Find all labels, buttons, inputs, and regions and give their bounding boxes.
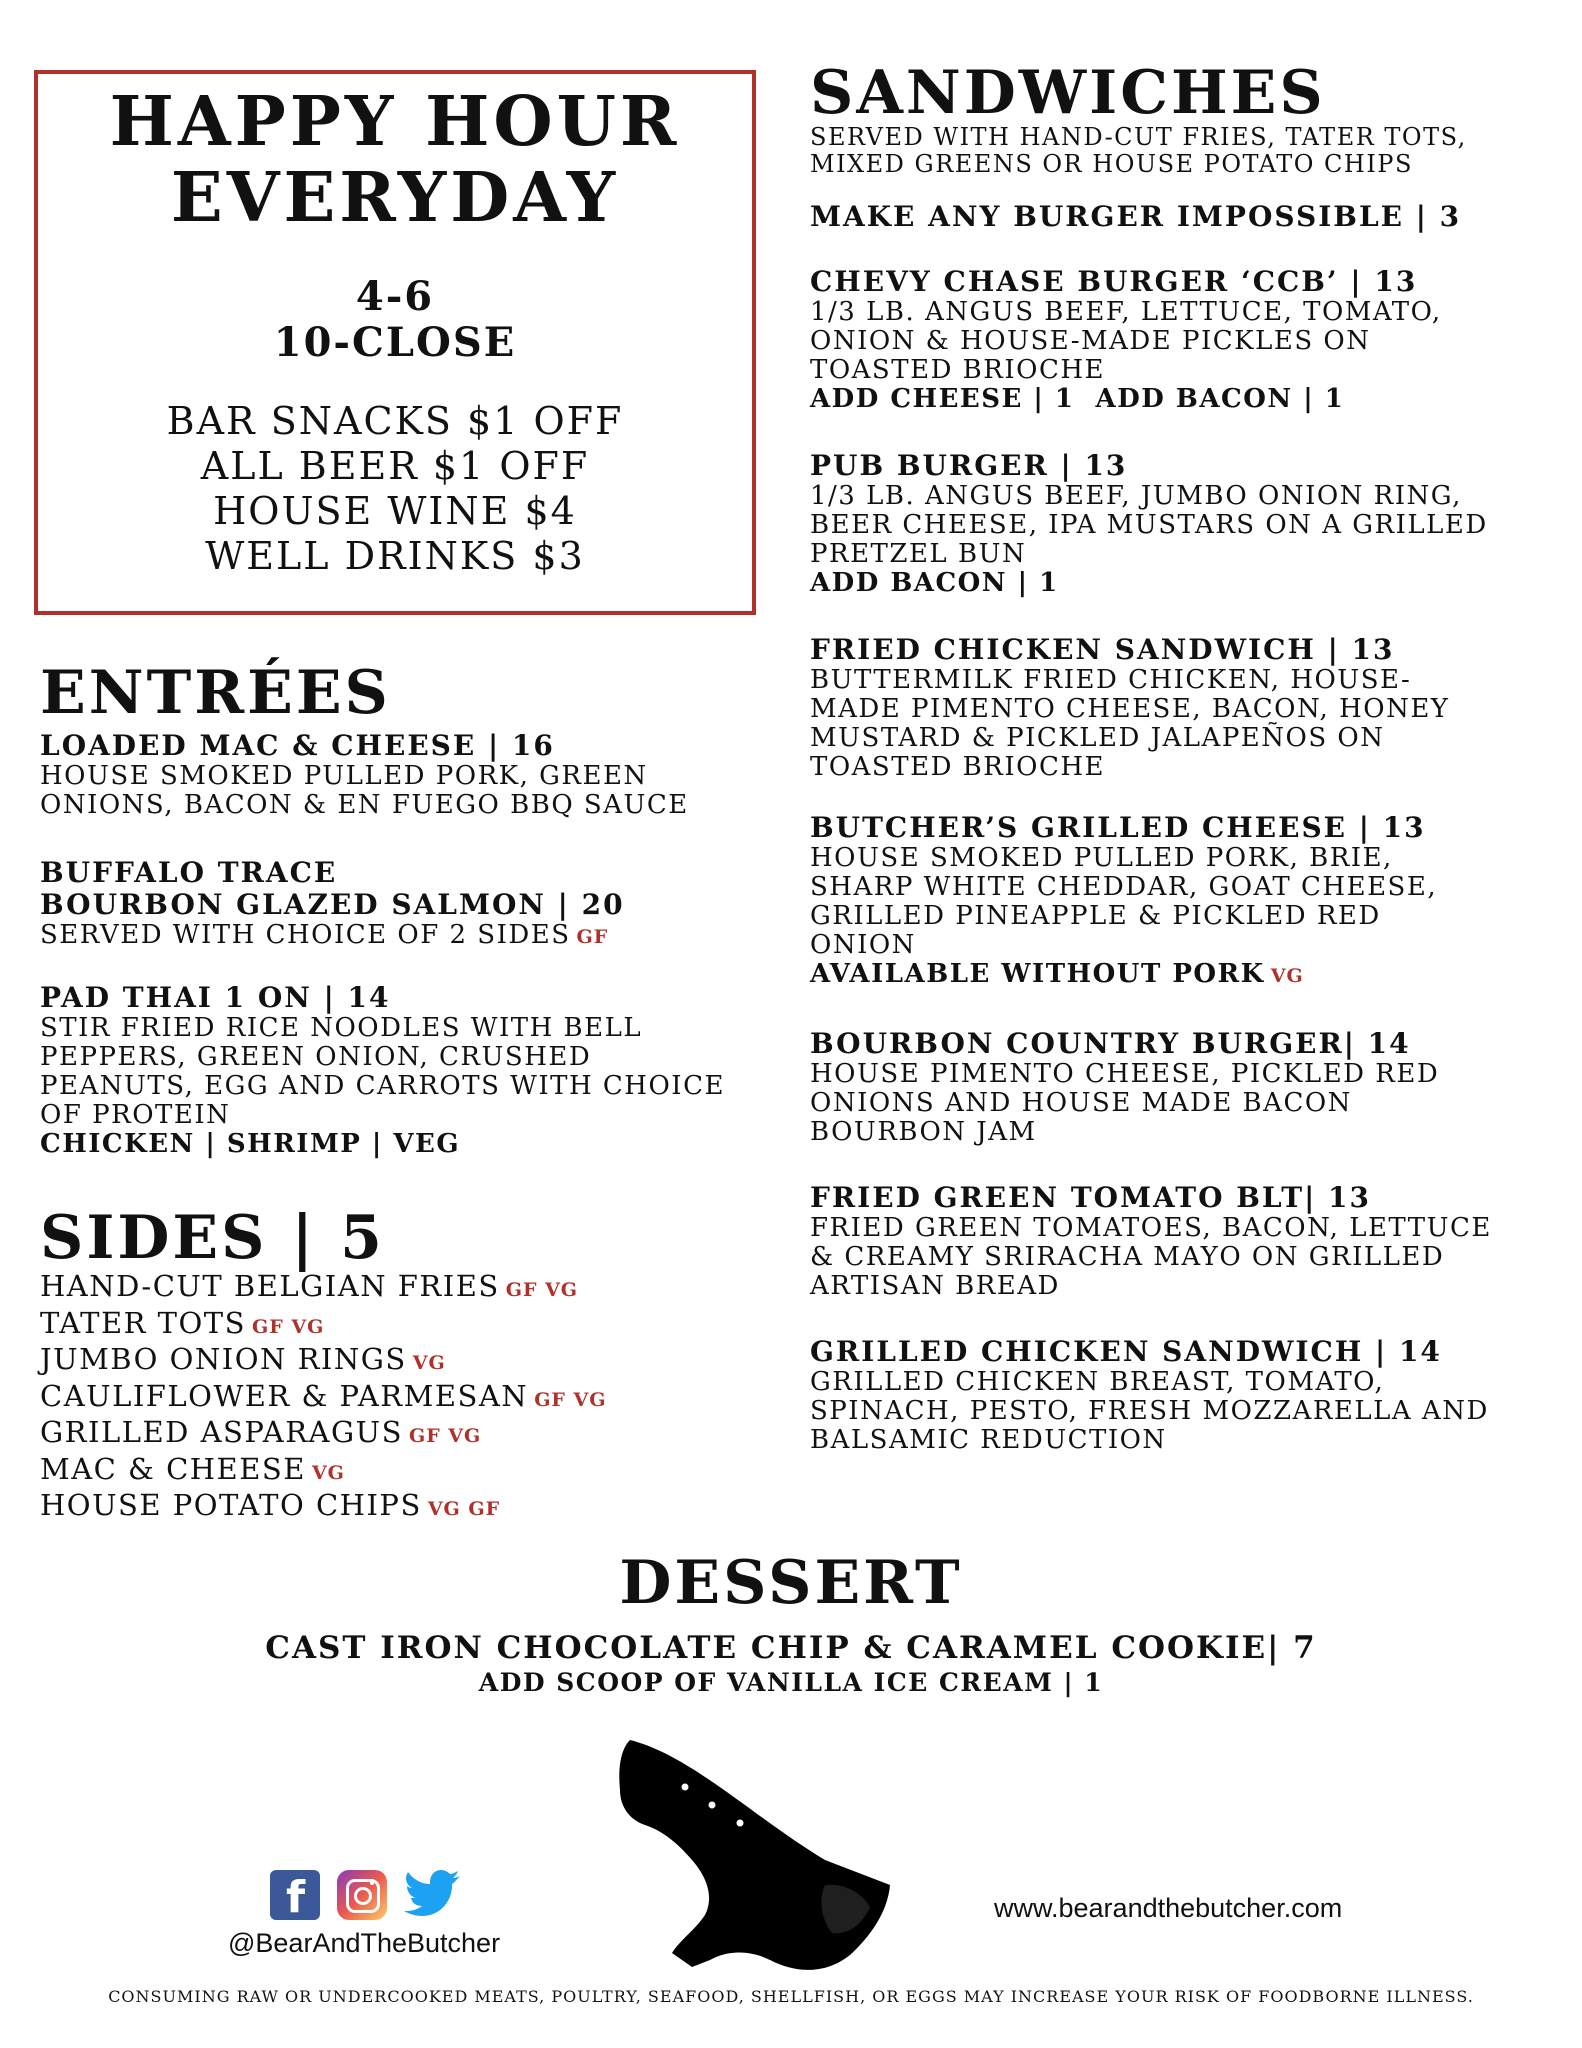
dessert-item: CAST IRON CHOCOLATE CHIP & CARAMEL COOKIE| 7 [265,1630,1317,1666]
sandwich-item [810,266,1442,414]
happy-hour-special: BAR SNACKS $1 OFF [166,399,624,443]
side-item [40,1380,607,1417]
entree-title: BUFFALO TRACE [40,856,338,889]
dietary-tag: GF VG [408,1425,482,1447]
side-item [40,1416,607,1453]
side-name: CAULIFLOWER & PARMESAN [40,1378,529,1413]
entree-desc: PEANUTS, EGG AND CARROTS WITH CHOICE [40,1071,725,1101]
sandwich-desc: MADE PIMENTO CHEESE, BACON, HONEY [810,694,1450,724]
side-name: HOUSE POTATO CHIPS [40,1488,422,1522]
sandwich-desc: BALSAMIC REDUCTION [810,1425,1167,1455]
facebook-icon[interactable]: f [270,1870,320,1920]
sandwich-title: BUTCHER’S GRILLED CHEESE | 13 [810,811,1426,844]
entree-title: PAD THAI 1 ON | 14 [40,981,391,1014]
sandwich-desc: SPINACH, PESTO, FRESH MOZZARELLA AND [810,1396,1489,1426]
happy-hour-time: 4-6 [355,273,435,320]
sandwich-desc: MUSTARD & PICKLED JALAPEÑOS ON [810,723,1385,753]
sandwich-item [810,1336,1489,1455]
dessert-addon: ADD SCOOP OF VANILLA ICE CREAM | 1 [478,1668,1104,1697]
sandwich-desc: TOASTED BRIOCHE [810,752,1105,782]
instagram-icon[interactable] [337,1870,387,1920]
happy-hour-title [38,84,752,236]
sandwich-desc: ONION [810,930,916,960]
sandwich-addons: ADD CHEESE | 1 ADD BACON | 1 [810,384,1345,414]
dietary-tag: GF VG [534,1388,607,1411]
sandwich-desc: ONION & HOUSE-MADE PICKLES ON [810,326,1371,356]
entree-desc: OF PROTEIN [40,1100,231,1130]
dietary-tag: VG [311,1461,345,1484]
dessert-heading: DESSERT [619,1548,963,1618]
sandwiches-subheading [810,124,1467,178]
subheading-line: SERVED WITH HAND-CUT FRIES, TATER TOTS, [810,123,1467,151]
entree-desc: SERVED WITH CHOICE OF 2 SIDES [40,920,571,950]
sides-heading: SIDES | 5 [40,1203,385,1273]
side-item [40,1270,607,1307]
subheading-line: MIXED GREENS OR HOUSE POTATO CHIPS [810,150,1413,178]
dietary-tag: VG [1270,965,1304,987]
sandwich-desc: 1/3 LB. ANGUS BEEF, LETTUCE, TOMATO, [810,297,1442,327]
sandwich-desc: & CREAMY SRIRACHA MAYO ON GRILLED [810,1242,1445,1272]
happy-hour-specials [38,399,752,579]
sandwich-item [810,1028,1439,1147]
twitter-icon[interactable] [404,1870,462,1920]
website-link[interactable]: www.bearandthebutcher.com [994,1893,1343,1923]
dietary-tag: VG [412,1352,446,1374]
dietary-tag: GF [576,926,609,948]
entree-title: BOURBON GLAZED SALMON | 20 [40,888,625,921]
entree-desc: ONIONS, BACON & EN FUEGO BBQ SAUCE [40,790,689,820]
sandwiches-heading: SANDWICHES [810,58,1326,128]
dietary-tag: GF VG [252,1315,325,1338]
side-item [40,1307,607,1344]
entree-item [40,982,725,1159]
entree-title: LOADED MAC & CHEESE | 16 [40,729,555,762]
sandwich-option: AVAILABLE WITHOUT PORK [810,959,1265,989]
entree-item [40,730,689,820]
sandwich-addons [810,960,1437,991]
happy-hour-times [38,274,752,366]
sandwich-desc: 1/3 LB. ANGUS BEEF, JUMBO ONION RING, [810,481,1462,511]
sandwich-title: PUB BURGER | 13 [810,449,1128,482]
sandwich-desc: BEER CHEESE, IPA MUSTARS ON A GRILLED [810,510,1488,540]
sandwich-title: GRILLED CHICKEN SANDWICH | 14 [810,1335,1442,1368]
sandwich-desc: BUTTERMILK FRIED CHICKEN, HOUSE- [810,665,1412,695]
sandwich-desc: GRILLED CHICKEN BREAST, TOMATO, [810,1367,1385,1397]
entree-desc-line [40,921,625,952]
side-name: JUMBO ONION RINGS [40,1342,407,1376]
sandwich-desc: FRIED GREEN TOMATOES, BACON, LETTUCE [810,1213,1492,1243]
entree-desc: HOUSE SMOKED PULLED PORK, GREEN [40,761,648,791]
side-name: HAND-CUT BELGIAN FRIES [40,1269,500,1303]
sandwich-title: BOURBON COUNTRY BURGER| 14 [810,1027,1411,1060]
sandwich-desc: BOURBON JAM [810,1117,1037,1147]
impossible-upgrade: MAKE ANY BURGER IMPOSSIBLE | 3 [810,200,1462,233]
entree-options: CHICKEN | SHRIMP | VEG [40,1129,461,1159]
side-item [40,1343,607,1380]
sandwich-addons: ADD BACON | 1 [810,568,1059,598]
sandwich-desc: HOUSE PIMENTO CHEESE, PICKLED RED [810,1059,1440,1089]
sandwich-item [810,450,1488,598]
side-item [40,1489,607,1526]
sandwich-desc: SHARP WHITE CHEDDAR, GOAT CHEESE, [810,872,1438,902]
happy-hour-special: ALL BEER $1 OFF [200,444,590,488]
side-item [40,1453,607,1490]
disclaimer: CONSUMING RAW OR UNDERCOOKED MEATS, POULTRY, SEAFOOD, SHELLFISH, OR EGGS MAY INCREASE YOUR RISK OF FOODBORNE ILLNESS. [108,1987,1474,2006]
sandwich-desc: HOUSE SMOKED PULLED PORK, BRIE, [810,843,1393,873]
sandwich-desc: PRETZEL BUN [810,539,1027,569]
side-name: GRILLED ASPARAGUS [40,1415,403,1449]
sandwich-desc: ARTISAN BREAD [810,1271,1060,1301]
sandwich-item [810,1182,1492,1301]
happy-hour-box [34,70,756,615]
side-name: MAC & CHEESE [40,1451,306,1486]
sandwich-desc: TOASTED BRIOCHE [810,355,1105,385]
sandwich-item [810,812,1437,991]
cleaver-logo [600,1735,900,1975]
sandwich-desc: ONIONS AND HOUSE MADE BACON [810,1088,1352,1118]
happy-hour-title-line2: EVERYDAY [170,158,620,238]
sandwich-desc: GRILLED PINEAPPLE & PICKLED RED [810,901,1381,931]
dietary-tag: GF VG [505,1279,579,1301]
dietary-tag: VG GF [427,1498,501,1520]
happy-hour-special: WELL DRINKS $3 [205,534,585,578]
sandwich-title: FRIED GREEN TOMATO BLT| 13 [810,1181,1372,1214]
entree-desc: PEPPERS, GREEN ONION, CRUSHED [40,1042,592,1072]
entrees-heading: ENTRÉES [40,658,391,728]
sandwich-item [810,634,1449,782]
sandwich-title: CHEVY CHASE BURGER ‘CCB’ | 13 [810,265,1418,298]
entree-item [40,857,625,952]
happy-hour-title-line1: HAPPY HOUR [109,82,681,162]
happy-hour-special: HOUSE WINE $4 [213,489,577,533]
social-handle[interactable]: @BearAndTheButcher [228,1928,501,1958]
entree-desc: STIR FRIED RICE NOODLES WITH BELL [40,1013,643,1043]
sandwich-title: FRIED CHICKEN SANDWICH | 13 [810,633,1395,666]
side-name: TATER TOTS [40,1305,247,1340]
happy-hour-time: 10-CLOSE [273,319,517,366]
sides-list [40,1270,607,1526]
